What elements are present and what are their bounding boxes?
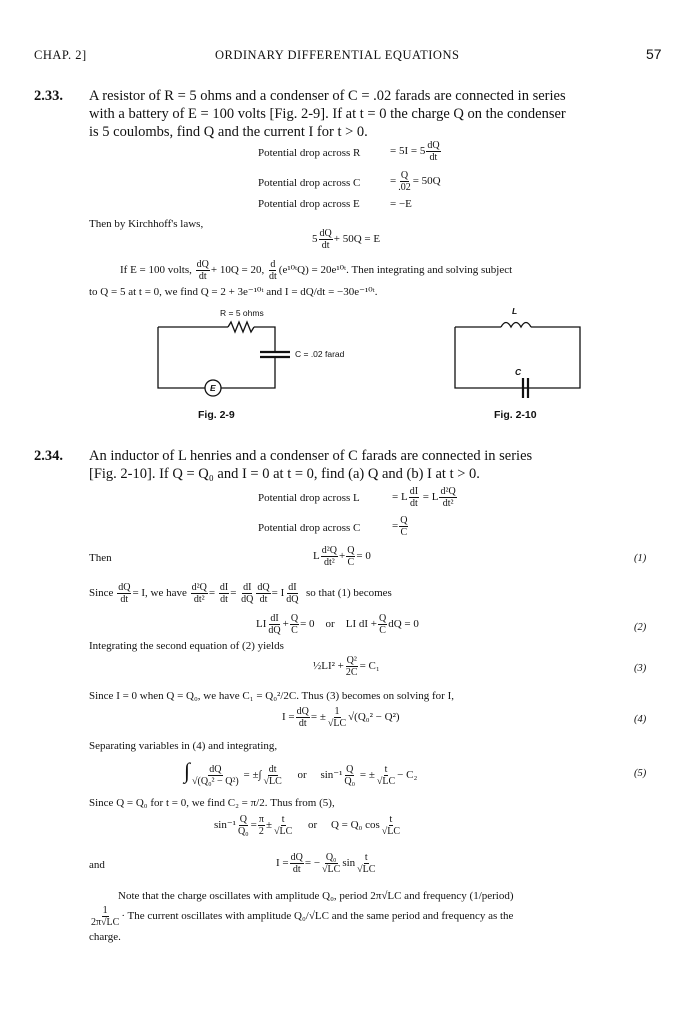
resistor-symbol <box>228 322 254 332</box>
solution-line: to Q = 5 at t = 0, we find Q = 2 + 3e⁻¹⁰ᵗ and I = dQ/dt = −30e⁻¹⁰ᵗ. <box>89 286 378 298</box>
equation-2: LI $\frac{dI}{dQ}$ + $\frac{Q}{C}$ = 0 or LI dI + $\frac{Q}{C}$ dQ = 0 <box>256 613 419 636</box>
if-e-line: If E = 100 volts, $\frac{dQ}{dt}$ + 10Q = 20, $\frac{d}{dt}$ (e¹⁰ᵗQ) = 20e¹⁰ᵗ. Then integrating and solving subject <box>120 259 513 282</box>
problem-2-34-line1: An inductor of L henries and a condenser of C farads are connected in series <box>89 448 533 464</box>
note-line2: $\frac{1}{2\pi√LC}$ · The current oscillates with amplitude Q₀/√LC and the same period and frequency as the <box>91 905 514 928</box>
equation-5: ∫ $\frac{dQ}{\text{√(Q₀² − Q²)}}$ = ±∫ $\frac{dt}{√LC}$ or sin⁻¹ $\frac{Q}{\text{Q₀}}$ = ± $\frac{t}{√LC}$ − C₂ <box>184 758 418 787</box>
condenser-label-c: C <box>515 367 522 377</box>
then-label: Then <box>89 552 112 564</box>
problem-number-2-33: 2.33. <box>34 88 63 104</box>
kirchhoff-text: Then by Kirchhoff's laws, <box>89 218 204 230</box>
since-q0-text: Since Q = Q₀ for t = 0, we find C₂ = π/2. Thus from (5), <box>89 797 335 809</box>
integrating-text: Integrating the second equation of (2) yields <box>89 640 284 652</box>
drop-r-equation: = 5I = 5 $\frac{dQ}{dt}$ <box>390 140 440 163</box>
wire-right <box>523 327 580 388</box>
equation-number-5: (5) <box>634 768 647 779</box>
inductor-symbol <box>501 323 531 328</box>
running-head-title: ORDINARY DIFFERENTIAL EQUATIONS <box>215 48 460 62</box>
and-label: and <box>89 859 105 871</box>
condenser-symbol <box>260 352 290 357</box>
drop-l-label: Potential drop across L <box>258 492 360 504</box>
problem-2-33-line2: with a battery of E = 100 volts [Fig. 2-9]. If at t = 0 the charge Q on the condenser <box>89 106 566 122</box>
resistor-label: R = 5 ohms <box>220 308 264 318</box>
equation-4: I = $\frac{dQ}{dt}$ = ± $\frac{1}{√LC}$ √(Q₀² − Q²) <box>282 706 400 729</box>
equation-number-1: (1) <box>634 553 647 564</box>
problem-number-2-34: 2.34. <box>34 448 63 464</box>
equation-current: I = $\frac{dQ}{dt}$ = − $\frac{\text{Q₀}}{√LC}$ sin $\frac{t}{√LC}$ <box>276 852 376 875</box>
figure-2-9-circuit <box>150 305 370 415</box>
drop-r-label: Potential drop across R <box>258 147 361 159</box>
drop-c2-label: Potential drop across C <box>258 522 361 534</box>
drop-e-equation: = −E <box>390 198 412 210</box>
equation-1: L $\frac{\text{d²Q}}{\text{dt²}}$ + $\frac{Q}{C}$ = 0 <box>313 545 371 568</box>
problem-2-34-line2: [Fig. 2-10]. If Q = Q₀ and I = 0 at t = 0, find (a) Q and (b) I at t > 0. <box>89 466 480 482</box>
wire-left <box>158 327 205 388</box>
drop-l-equation: = L $\frac{dI}{dt}$ = L $\frac{\text{d²Q}}{\text{dt²}}$ <box>392 486 456 509</box>
running-head-chapter: CHAP. 2] <box>34 48 87 62</box>
drop-c-label: Potential drop across C <box>258 177 361 189</box>
since-line: Since $\frac{dQ}{dt}$ = I, we have $\frac{\text{d²Q}}{\text{dt²}}$ = $\frac{dI}{dt}$ = $\frac{dI}{dQ}$ $\frac{dQ}{dt}$ = I $\frac{dI}{dQ}$ so that (1) becomes <box>89 582 392 605</box>
inductor-label: L <box>512 306 518 316</box>
battery-label: E <box>210 383 216 393</box>
drop-c-equation: = $\frac{Q}{.02}$ = 50Q <box>390 170 441 193</box>
wire-left <box>455 327 528 388</box>
wire-top-right <box>254 327 275 352</box>
wire-right-bottom <box>221 357 275 388</box>
kirchhoff-equation: 5 $\frac{dQ}{dt}$ + 50Q = E <box>312 228 381 251</box>
drop-c2-equation: = $\frac{Q}{C}$ <box>392 515 408 538</box>
figure-2-10-circuit <box>445 310 595 410</box>
drop-e-label: Potential drop across E <box>258 198 360 210</box>
since-i0-text: Since I = 0 when Q = Q₀, we have C₁ = Q₀²/2C. Thus (3) becomes on solving for I, <box>89 690 454 702</box>
separating-text: Separating variables in (4) and integrating, <box>89 740 278 752</box>
equation-3: ½LI² + $\frac{\text{Q²}}{2C}$ = C₁ <box>313 655 380 678</box>
equation-number-3: (3) <box>634 663 647 674</box>
equation-number-2: (2) <box>634 622 647 633</box>
figure-2-10-caption: Fig. 2-10 <box>494 409 537 421</box>
equation-number-4: (4) <box>634 714 647 725</box>
page-number: 57 <box>646 46 662 62</box>
figure-2-9-caption: Fig. 2-9 <box>198 409 235 421</box>
note-line1: Note that the charge oscillates with amplitude Q₀, period 2π√LC and frequency (1/period) <box>118 890 514 902</box>
problem-2-33-line1: A resistor of R = 5 ohms and a condenser of C = .02 farads are connected in series <box>89 88 566 104</box>
condenser-label: C = .02 farad <box>295 349 345 359</box>
note-line3: charge. <box>89 931 121 943</box>
problem-2-33-line3: is 5 coulombs, find Q and the current I for t > 0. <box>89 124 368 140</box>
equation-asin-solution: sin⁻¹ $\frac{Q}{\text{Q₀}}$ = $\frac{\pi}{2}$ ± $\frac{t}{√LC}$ or Q = Q₀ cos $\frac{t}{√LC}$ <box>214 814 401 837</box>
